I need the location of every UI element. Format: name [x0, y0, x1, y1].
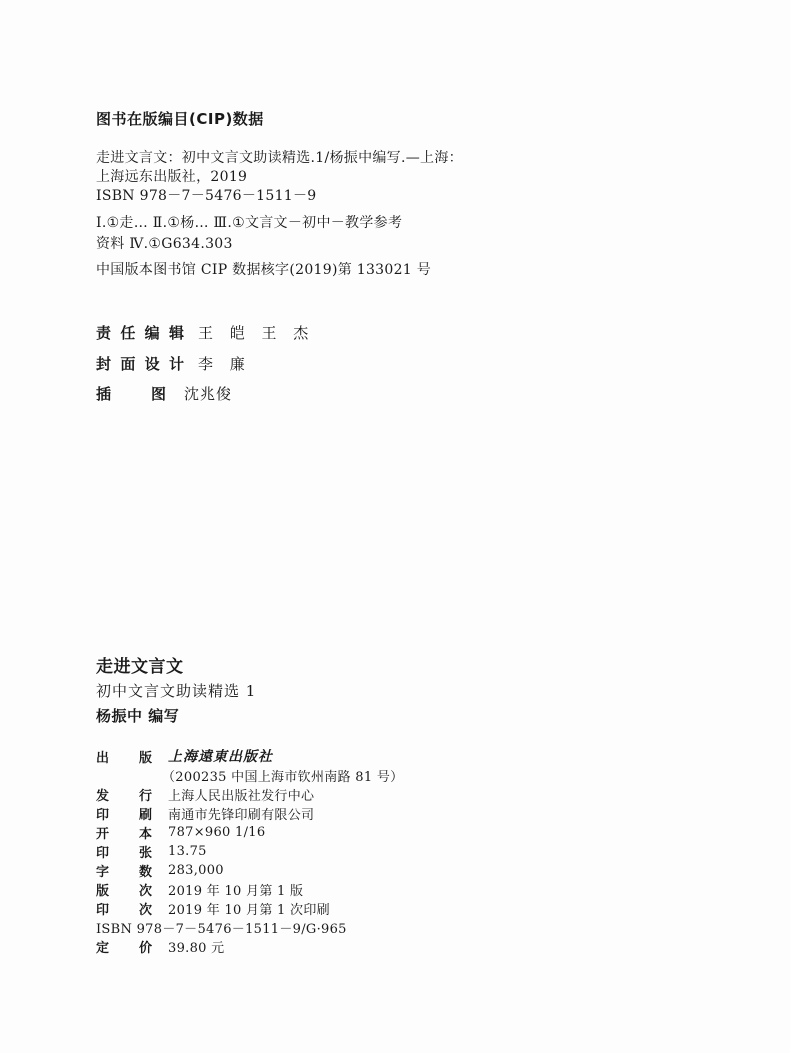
- pub-row-distributor: [96, 785, 314, 803]
- pub-value: 2019 年 10 月第 1 版: [168, 883, 304, 899]
- credit-label: 责 任 编 辑: [96, 323, 184, 342]
- pub-label: 出 版: [96, 750, 152, 766]
- pub-label: 印 张: [96, 845, 152, 861]
- pub-row-address: [96, 766, 403, 784]
- credit-label: 插 图: [96, 384, 166, 403]
- book-author: 杨振中 编写: [96, 707, 180, 725]
- pub-row-format: [96, 823, 265, 841]
- credit-label: 封 面 设 计: [96, 354, 184, 373]
- pub-label: 版 次: [96, 883, 152, 899]
- pub-label: 印 次: [96, 902, 152, 918]
- credit-row-cover-design: [96, 352, 251, 374]
- cip-line: 走进文言文：初中文言文助读精选.1/杨振中编写.—上海：: [96, 150, 463, 166]
- pub-value: 2019 年 10 月第 1 次印刷: [168, 902, 330, 918]
- pub-label: 定 价: [96, 940, 152, 956]
- pub-label: 字 数: [96, 864, 152, 880]
- cip-line: Ⅰ.①走… Ⅱ.①杨… Ⅲ.①文言文－初中－教学参考: [96, 215, 403, 231]
- pub-label: 印 刷: [96, 807, 152, 823]
- cip-line: 上海远东出版社，2019: [96, 169, 248, 185]
- pub-row-publisher: [96, 747, 273, 765]
- cip-line: 中国版本图书馆 CIP 数据核字(2019)第 133021 号: [96, 262, 432, 278]
- pub-row-price: [96, 937, 224, 955]
- pub-label: 开 本: [96, 826, 152, 842]
- publisher-logo: 上海遠東出版社: [168, 749, 273, 765]
- credit-row-illustration: [96, 382, 232, 404]
- pub-row-sheets: [96, 842, 207, 860]
- pub-row-word-count: [96, 861, 224, 879]
- cip-heading: 图书在版编目(CIP)数据: [96, 110, 264, 128]
- pub-value: 787×960 1/16: [168, 824, 266, 840]
- pub-row-edition: [96, 880, 303, 898]
- pub-row-printer: [96, 804, 314, 822]
- pub-value: 13.75: [168, 843, 207, 859]
- book-title: 走进文言文: [96, 657, 184, 677]
- pub-value: 南通市先锋印刷有限公司: [168, 807, 315, 823]
- pub-value: 39.80 元: [168, 940, 225, 956]
- credit-row-editor: [96, 321, 314, 343]
- pub-value: （200235 中国上海市钦州南路 81 号）: [162, 769, 404, 785]
- pub-row-printing: [96, 899, 330, 917]
- isbn-line: ISBN 978－7－5476－1511－9/G·965: [96, 921, 347, 937]
- pub-value: 上海人民出版社发行中心: [168, 788, 315, 804]
- pub-value: 283,000: [168, 862, 224, 878]
- cip-line: ISBN 978－7－5476－1511－9: [96, 188, 317, 204]
- credit-value: 王 皑 王 杰: [198, 323, 315, 342]
- pub-row-isbn: [96, 918, 347, 936]
- pub-label: 发 行: [96, 788, 152, 804]
- cip-line: 资料 Ⅳ.①G634.303: [96, 236, 233, 252]
- credit-value: 沈兆俊: [184, 384, 233, 403]
- book-subtitle: 初中文言文助读精选 1: [96, 682, 257, 700]
- credit-value: 李 廉: [198, 354, 251, 373]
